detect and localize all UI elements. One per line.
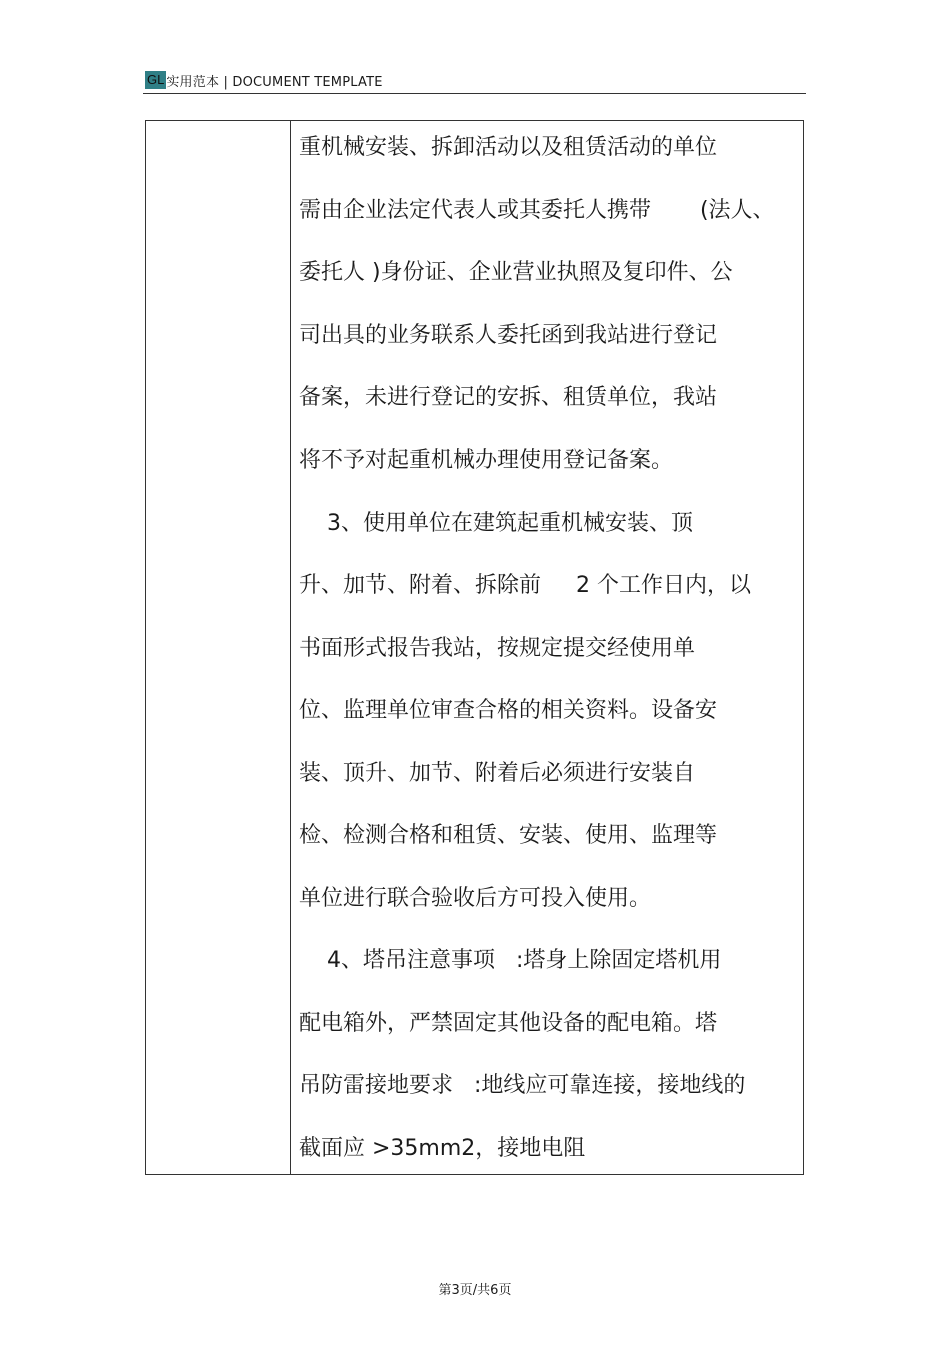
text-line: 升、加节、附着、拆除前 2 个工作日内，以 xyxy=(299,573,751,598)
text-line: 4、塔吊注意事项 :塔身上除固定塔机用 xyxy=(299,948,722,973)
page-header xyxy=(145,70,383,90)
table-right-cell xyxy=(292,121,803,1174)
gl-logo: GL xyxy=(147,72,165,87)
text-line: 委托人 )身份证、企业营业执照及复印件、公 xyxy=(299,260,733,285)
text-line: 书面形式报告我站，按规定提交经使用单 xyxy=(299,636,696,661)
header-title: 实用范本 | DOCUMENT TEMPLATE xyxy=(166,74,383,90)
text-line: 吊防雷接地要求 :地线应可靠连接，接地线的 xyxy=(299,1073,746,1098)
text-line: 截面应 >35mm2，接地电阻 xyxy=(299,1136,586,1161)
text-line: 装、顶升、加节、附着后必须进行安装自 xyxy=(299,761,696,786)
header-divider xyxy=(143,93,806,94)
text-line: 司出具的业务联系人委托函到我站进行登记 xyxy=(299,323,718,348)
page-number: 第3页/共6页 xyxy=(438,1283,512,1298)
text-line: 重机械安装、拆卸活动以及租赁活动的单位 xyxy=(299,135,718,160)
text-line: 需由企业法定代表人或其委托人携带 (法人、 xyxy=(299,198,775,223)
text-line: 备案，未进行登记的安拆、租赁单位，我站 xyxy=(299,385,718,410)
text-line: 单位进行联合验收后方可投入使用。 xyxy=(299,886,652,911)
content-table xyxy=(145,120,804,1175)
text-line: 3、使用单位在建筑起重机械安装、顶 xyxy=(299,511,693,536)
text-line: 检、检测合格和租赁、安装、使用、监理等 xyxy=(299,823,718,848)
text-line: 位、监理单位审查合格的相关资料。设备安 xyxy=(299,698,718,723)
table-left-cell xyxy=(146,121,291,1174)
text-line: 配电箱外，严禁固定其他设备的配电箱。塔 xyxy=(299,1011,718,1036)
text-line: 将不予对起重机械办理使用登记备案。 xyxy=(299,448,674,473)
